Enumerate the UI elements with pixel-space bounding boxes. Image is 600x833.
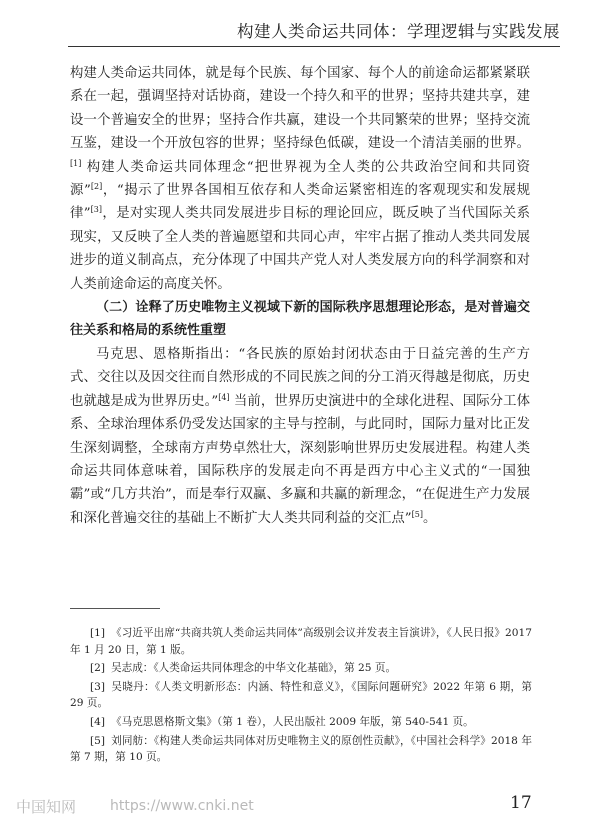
footnote xyxy=(70,679,532,712)
footnote-text: 吴晓丹：《人类文明新形态：内涵、特性和意义》，《国际问题研究》2022 年第 6 期，第 29 页。 xyxy=(70,680,532,710)
text-run: 马克思、恩格斯指出：“各民族的原始封闭状态由于日益完善的生产方式、交往以及因交往而自然形成的不同民族之间的分工消灭得越是彻底，历史也就越是成为世界历史。” xyxy=(70,346,530,409)
text-run: ，“揭示了世界各国相互依存和人类命运紧密相连的客观现实和发展规律” xyxy=(70,183,530,222)
text-run: 构建人类命运共同体，就是每个民族、每个国家、每个人的前途命运都紧紧联系在一起，强调坚持对话协商，建设一个持久和平的世界；坚持共建共享，建设一个普遍安全的世界；坚持合作共赢，建设一个共同繁荣的世界；坚持交流互鉴，建设一个开放包容的世界；坚持绿色低碳，建设一个清洁美丽的世界。 xyxy=(70,66,530,152)
paragraph-2 xyxy=(70,343,530,530)
footnote-text: 吴志成：《人类命运共同体理念的中华文化基础》，第 25 页。 xyxy=(111,662,397,675)
text-run: ，是对实现人类共同发展进步目标的理论回应，既反映了当代国际关系现实，又反映了全人类的普遍愿望和共同心声，牢牢占据了推动人类共同发展进步的道义制高点，充分体现了中国共产党人对人类发展方向的科学洞察和对人类前途命运的高度关怀。 xyxy=(70,206,530,292)
footnote-text: 刘同舫：《构建人类命运共同体对历史唯物主义的原创性贡献》，《中国社会科学》2018 年第 7 期，第 10 页。 xyxy=(70,734,532,764)
footnote-mark: [5] xyxy=(90,734,106,747)
text-run: 。 xyxy=(422,510,437,526)
footnote-text: 《习近平出席“共商共筑人类命运共同体”高级别会议并发表主旨演讲》，《人民日报》2017 年 1 月 20 日，第 1 版。 xyxy=(70,627,532,656)
footnote xyxy=(70,733,532,766)
footnote-ref: [4] xyxy=(218,392,230,402)
text-run: 当前，世界历史演进中的全球化进程、国际分工体系、全球治理体系仍受发达国家的主导与控制，与此同时，国际力量对比正发生深刻调整，全球南方声势卓然壮大，深刻影响世界历史发展进程。构建人类命运共同体意味着，国际秩序的发展走向不再是西方中心主义式的“一国独霸”或“几方共治”，而是奉行双赢、多赢和共赢的新理念，“在促进生产力发展和深化普遍交往的基础上不断扩大人类共同利益的交汇点” xyxy=(70,393,530,526)
footnotes xyxy=(70,625,532,768)
running-header: 构建人类命运共同体：学理逻辑与实践发展 xyxy=(237,22,560,41)
footnote-mark: [1] xyxy=(90,627,106,639)
footnote-mark: [4] xyxy=(90,715,106,728)
footnote-ref: [5] xyxy=(411,509,423,519)
header-rule xyxy=(68,46,560,47)
body-text xyxy=(70,62,530,530)
text-run: 构建人类命运共同体理念“把世界视为全人类的公共政治空间和共同资源” xyxy=(70,159,530,199)
footnote-text: 《马克思恩格斯文集》（第 1 卷），人民出版社 2009 年版，第 540-541 页。 xyxy=(111,715,474,728)
footnote-ref: [2] xyxy=(90,182,103,192)
footnote xyxy=(70,625,532,658)
section-heading: （二）诠释了历史唯物主义视域下新的国际秩序思想理论形态，是对普遍交往关系和格局的系统性重塑 xyxy=(70,300,530,339)
footer-url[interactable]: https://www.cnki.net xyxy=(110,798,254,814)
footnote-mark: [2] xyxy=(90,662,106,675)
footer-logo: 中国知网 xyxy=(16,798,77,816)
footnote xyxy=(70,660,532,677)
footnote-mark: [3] xyxy=(90,680,106,693)
footnote-ref: [3] xyxy=(90,205,102,215)
page-number: 17 xyxy=(510,793,532,813)
footnote-rule xyxy=(70,608,160,609)
footnote-ref: [1] xyxy=(70,158,82,168)
footnote xyxy=(70,714,532,731)
paragraph-1 xyxy=(70,62,530,296)
